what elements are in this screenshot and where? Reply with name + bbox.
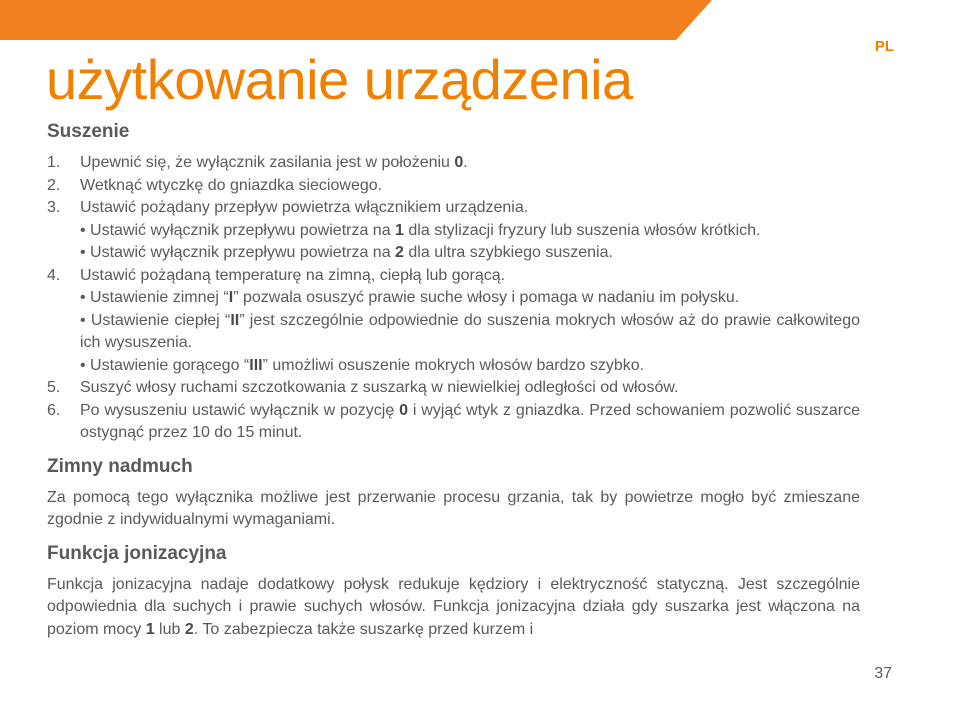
step-6: 6. Po wysuszeniu ustawić wyłącznik w pozycję 0 i wyjąć wtyk z gniazdka. Przed schowaniem pozwolić suszarce ostygnąć przez 10 do 15 minut.: [47, 401, 861, 441]
step-3-option-2: • Ustawić wyłącznik przepływu powietrza na 2 dla ultra szybkiego suszenia.: [80, 244, 613, 261]
step-4: 4. Ustawić pożądaną temperaturę na zimną, ciepłą lub gorącą. • Ustawienie zimnej “I” pozwala osuszyć prawie suche włosy i pomaga w nadaniu im połysku. • Ustawienie ciepłej “II” jest szczególnie odpowiednie do suszenia mokrych włosów aż do prawie całkowitego ich wysuszenia. • Ustawienie gorącego “III” umożliwi osuszenie mokrych włosów bardzo szybko.: [47, 265, 860, 378]
step-5: 5. Suszyć włosy ruchami szczotkowania z suszarką w niewielkiej odległości od włosów.: [47, 379, 679, 396]
section-heading-cold: Zimny nadmuch: [47, 455, 193, 477]
ion-text: Funkcja jonizacyjna nadaje dodatkowy połysk redukuje kędziory i elektryczność statyczną. Jest szczególnie odpowiednia dla suchych i prawie suchych włosów. Funkcja jonizacyjna działa gdy suszarka jest włączona na poziom mocy 1 lub 2. To zabezpiecza także suszarkę przed kurzem i: [47, 575, 860, 638]
content: [47, 120, 860, 649]
drying-steps: [47, 152, 860, 445]
orange-header-band: [0, 0, 954, 40]
step-4-option-2: • Ustawienie ciepłej “II” jest szczególnie odpowiednie do suszenia mokrych włosów aż do prawie całkowitego ich wysuszenia.: [80, 311, 860, 351]
step-1: 1. Upewnić się, że wyłącznik zasilania jest w położeniu 0.: [47, 154, 468, 171]
section-heading-drying: Suszenie: [47, 121, 130, 142]
step-4-option-1: • Ustawienie zimnej “I” pozwala osuszyć prawie suche włosy i pomaga w nadaniu im połysku.: [80, 289, 740, 306]
step-4-option-3: • Ustawienie gorącego “III” umożliwi osuszenie mokrych włosów bardzo szybko.: [80, 356, 645, 374]
step-2: 2. Wetknąć wtyczkę do gniazdka sieciowego.: [47, 176, 383, 194]
page-title: użytkowanie urządzenia: [46, 48, 633, 111]
step-3-option-1: • Ustawić wyłącznik przepływu powietrza na 1 dla stylizacji fryzury lub suszenia włosów krótkich.: [80, 221, 761, 239]
page-number: 37: [874, 665, 892, 682]
cold-text: Za pomocą tego wyłącznika możliwe jest przerwanie procesu grzania, tak by powietrze mogło być zmieszane zgodnie z indywidualnymi wymaganiami.: [47, 488, 860, 528]
step-3: 3. Ustawić pożądany przepływ powietrza włącznikiem urządzenia. • Ustawić wyłącznik przepływu powietrza na 1 dla stylizacji fryzury lub suszenia włosów krótkich. • Ustawić wyłącznik przepływu powietrza na 2 dla ultra szybkiego suszenia.: [47, 197, 860, 265]
section-heading-ion: Funkcja jonizacyjna: [47, 542, 227, 564]
language-code: PL: [874, 38, 894, 55]
